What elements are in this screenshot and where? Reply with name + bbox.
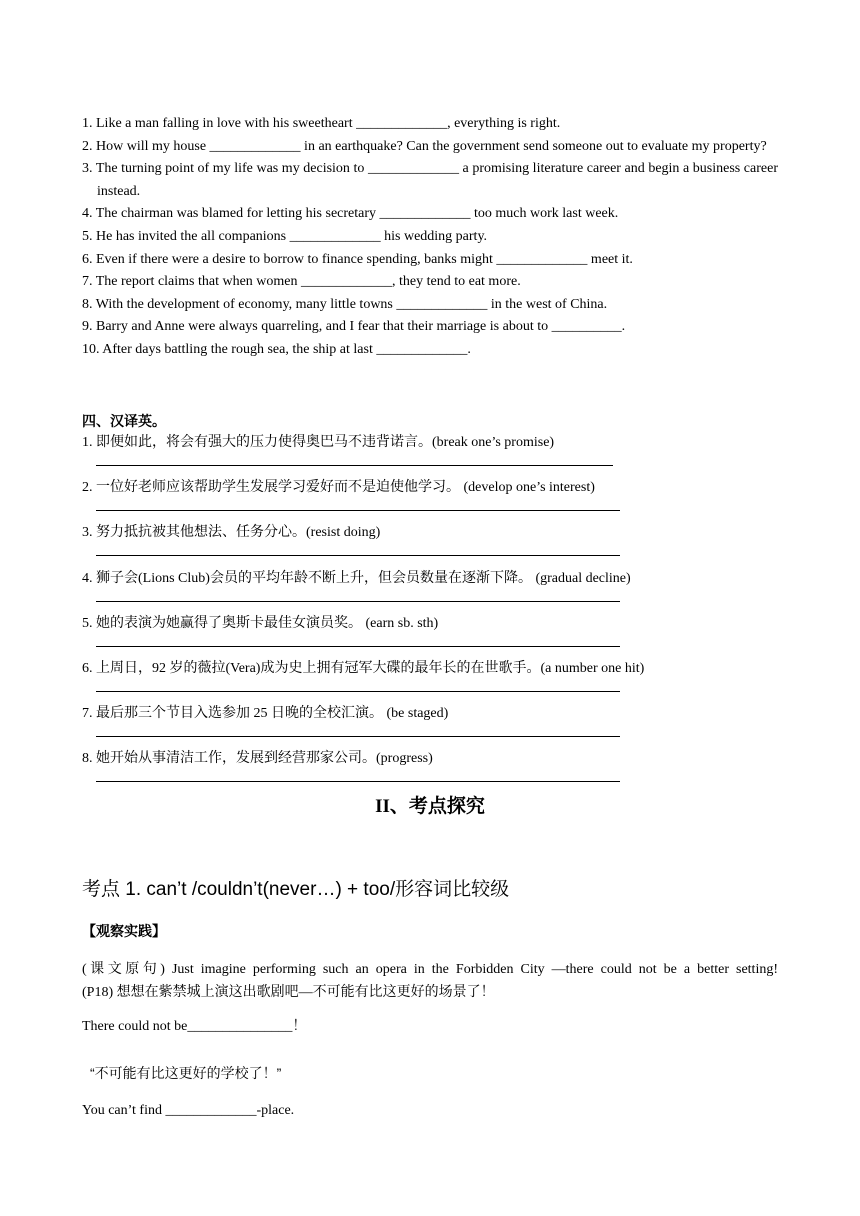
translation-item (82, 433, 782, 478)
translation-item (82, 659, 782, 704)
example-sentence: (课文原句) Just imagine performing such an opera in the Forbidden City —there could not be a better setting! (82, 962, 778, 977)
practice-quote: “不可能有比这更好的学校了！” (90, 1065, 282, 1081)
translation-item (82, 523, 782, 568)
exercise-item: 8. With the development of economy, many little towns _____________ in the west of China. (82, 296, 608, 312)
translation-prompt: 8. 她开始从事清洁工作，发展到经营那家公司。(progress) (82, 751, 433, 767)
translation-prompt: 5. 她的表演为她赢得了奥斯卡最佳女演员奖。 (earn sb. sth) (82, 615, 439, 631)
observe-label: 【观察实践】 (82, 923, 166, 939)
translation-prompt: 4. 狮子会(Lions Club)会员的平均年龄不断上升，但会员数量在逐渐下降。 (gradual decline) (82, 570, 631, 586)
answer-line (96, 601, 620, 602)
exercise-item: 3. The turning point of my life was my decision to _____________ a promising literature career and begin a business career instead. (82, 161, 778, 199)
exercise-item: 5. He has invited the all companions _____________ his wedding party. (82, 228, 488, 244)
practice-sentence-2: You can’t find _____________-place. (82, 1103, 295, 1118)
exercise-item: 2. How will my house _____________ in an earthquake? Can the government send someone out to evaluate my property? (82, 138, 767, 154)
answer-line (96, 465, 613, 466)
translation-item (82, 569, 782, 614)
fill-in-exercise-list (82, 113, 778, 362)
example-translation: (P18) 想想在紫禁城上演这出歌剧吧—不可能有比这更好的场景了！ (82, 985, 495, 1000)
answer-line (96, 646, 620, 647)
exercise-item: 4. The chairman was blamed for letting his secretary _____________ too much work last week. (82, 206, 619, 222)
exercise-item: 6. Even if there were a desire to borrow to finance spending, banks might _____________ meet it. (82, 251, 633, 267)
exercise-item: 1. Like a man falling in love with his sweetheart _____________, everything is right. (82, 116, 561, 131)
translation-prompt: 6. 上周日，92 岁的薇拉(Vera)成为史上拥有冠军大碟的最年长的在世歌手。(a number one hit) (82, 660, 645, 676)
translation-prompt: 7. 最后那三个节目入选参加 25 日晚的全校汇演。 (be staged) (82, 706, 449, 722)
translation-item (82, 704, 782, 749)
exercise-item: 10. After days battling the rough sea, the ship at last _____________. (82, 341, 471, 357)
translation-heading: 四、汉译英。 (82, 413, 166, 429)
translation-prompt: 1. 即便如此，将会有强大的压力使得奥巴马不违背诺言。(break one’s promise) (82, 435, 555, 450)
answer-line (96, 510, 620, 511)
translation-item (82, 749, 782, 794)
answer-line (96, 781, 620, 782)
translation-item (82, 478, 782, 523)
answer-line (96, 691, 620, 692)
answer-line (96, 555, 620, 556)
practice-sentence: There could not be_______________！ (82, 1019, 307, 1034)
translation-item (82, 614, 782, 659)
exercise-item: 9. Barry and Anne were always quarreling, and I fear that their marriage is about to __________. (82, 319, 626, 335)
exercise-item: 7. The report claims that when women _____________, they tend to eat more. (82, 274, 521, 290)
answer-line (96, 736, 620, 737)
translation-prompt: 3. 努力抵抗被其他想法、任务分心。(resist doing) (82, 525, 381, 541)
translation-list (82, 433, 782, 795)
kaodian-heading: 考点 1. can’t /couldn’t(never…) + too/形容词比较级 (82, 879, 510, 900)
section-title: II、考点探究 (375, 796, 485, 817)
translation-prompt: 2. 一位好老师应该帮助学生发展学习爱好而不是迫使他学习。 (develop one’s interest) (82, 480, 595, 496)
